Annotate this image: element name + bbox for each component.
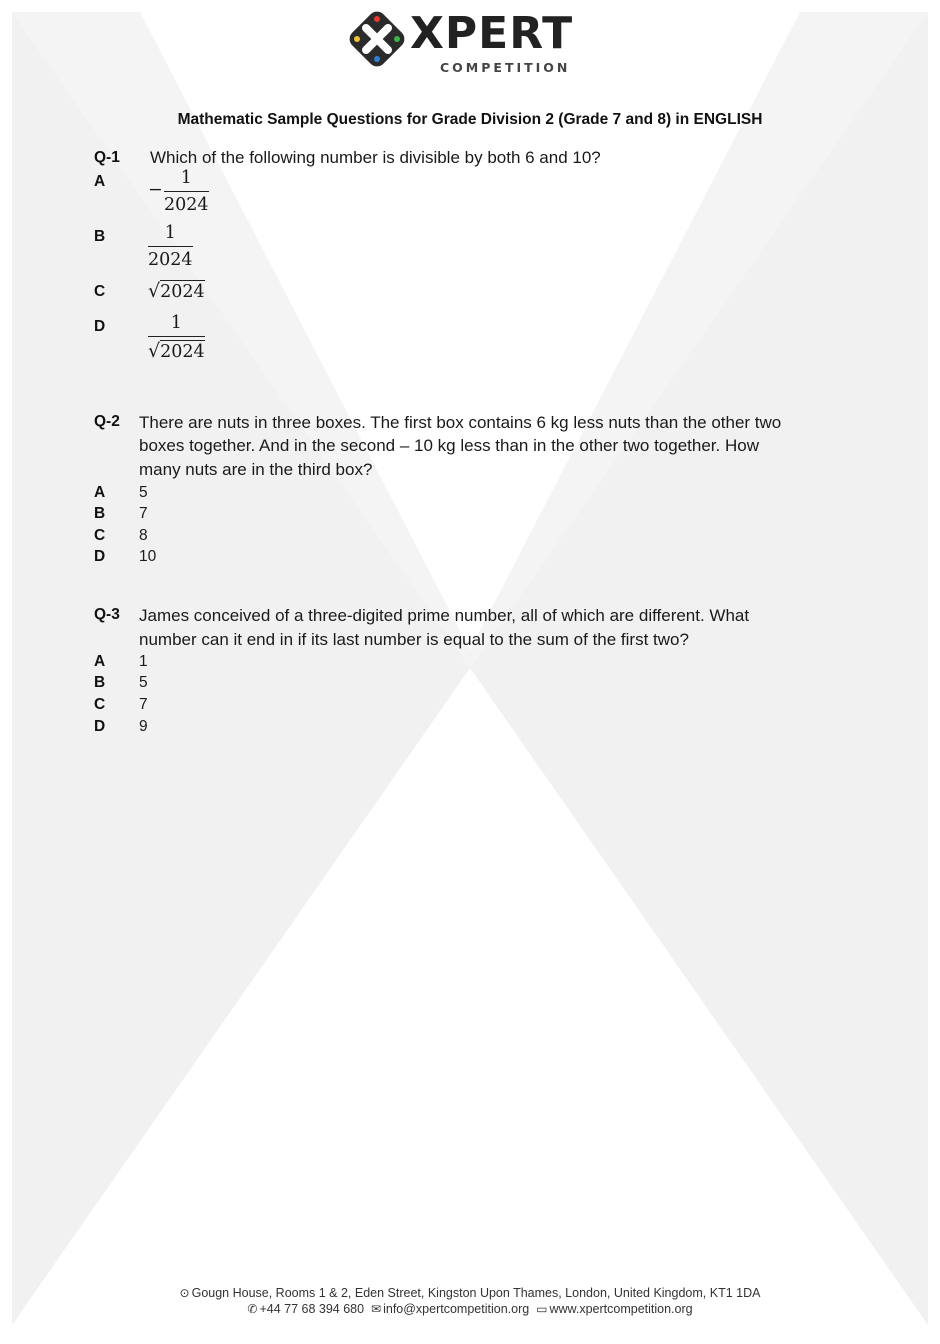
question-number: Q-1 bbox=[94, 149, 120, 166]
option-value: 9 bbox=[139, 718, 148, 735]
fraction-numerator: 1 bbox=[148, 223, 193, 247]
fraction bbox=[148, 223, 193, 270]
question-text-line: James conceived of a three-digited prime number, all of which are different. What bbox=[139, 606, 750, 625]
document-title: Mathematic Sample Questions for Grade Division 2 (Grade 7 and 8) in ENGLISH bbox=[177, 111, 763, 128]
square-root: √2024 bbox=[148, 280, 205, 302]
option-label: D bbox=[94, 718, 106, 735]
question-number: Q-2 bbox=[94, 413, 120, 430]
question-text-line: many nuts are in the third box? bbox=[139, 460, 373, 479]
mail-icon: ✉ bbox=[371, 1302, 382, 1316]
phone-icon: ✆ bbox=[247, 1302, 258, 1316]
website-link[interactable]: www.xpertcompetition.org bbox=[549, 1302, 693, 1316]
email-link[interactable]: info@xpertcompetition.org bbox=[383, 1302, 530, 1316]
option-label: A bbox=[94, 653, 106, 670]
option-label: A bbox=[94, 484, 106, 501]
logo-subtitle: COMPETITION bbox=[440, 60, 571, 75]
fraction-denominator: 2024 bbox=[148, 250, 193, 270]
radicand: 2024 bbox=[160, 282, 205, 302]
option-label: A bbox=[94, 173, 106, 190]
question-text: Which of the following number is divisible by both 6 and 10? bbox=[150, 148, 601, 167]
option-value: 8 bbox=[139, 527, 148, 544]
option-label: C bbox=[94, 527, 106, 544]
fraction-denominator: 2024 bbox=[164, 195, 209, 215]
minus-sign: − bbox=[148, 180, 163, 200]
location-pin-icon: ⊙ bbox=[179, 1286, 190, 1300]
address-text: Gougn House, Rooms 1 & 2, Eden Street, Kingston Upon Thames, London, United Kingdom, KT1 1DA bbox=[191, 1286, 761, 1300]
option-label: C bbox=[94, 696, 106, 713]
footer-address bbox=[0, 1286, 940, 1300]
fraction-numerator: 1 bbox=[148, 313, 205, 337]
option-value: 1 bbox=[139, 653, 148, 670]
fraction-denominator bbox=[148, 337, 205, 362]
question-text-line: number can it end in if its last number is equal to the sum of the first two? bbox=[139, 630, 689, 649]
option-label: B bbox=[94, 505, 106, 522]
fraction bbox=[148, 313, 205, 362]
question-text-line: There are nuts in three boxes. The first box contains 6 kg less nuts than the other two bbox=[139, 413, 782, 432]
fraction-numerator: 1 bbox=[164, 168, 209, 192]
option-label: D bbox=[94, 318, 106, 335]
question-text-line: boxes together. And in the second – 10 kg less than in the other two together. How bbox=[139, 436, 759, 455]
option-value: 5 bbox=[139, 484, 148, 501]
option-label: D bbox=[94, 548, 106, 565]
option-label: B bbox=[94, 674, 106, 691]
option-label: B bbox=[94, 228, 106, 245]
question-number: Q-3 bbox=[94, 606, 120, 623]
option-value: 7 bbox=[139, 505, 148, 522]
logo-wordmark: XPERT bbox=[410, 8, 574, 59]
option-label: C bbox=[94, 283, 106, 300]
option-c-math bbox=[148, 280, 205, 302]
fraction bbox=[164, 168, 209, 215]
phone-text: +44 77 68 394 680 bbox=[259, 1302, 365, 1316]
option-value: 7 bbox=[139, 696, 148, 713]
logo-x-icon bbox=[344, 6, 410, 72]
monitor-icon: ▭ bbox=[536, 1302, 548, 1316]
xpert-logo bbox=[344, 6, 604, 78]
radicand: 2024 bbox=[160, 342, 205, 362]
footer-contacts bbox=[0, 1302, 940, 1316]
option-value: 10 bbox=[139, 548, 157, 565]
square-root: √2024 bbox=[148, 340, 205, 362]
option-value: 5 bbox=[139, 674, 148, 691]
